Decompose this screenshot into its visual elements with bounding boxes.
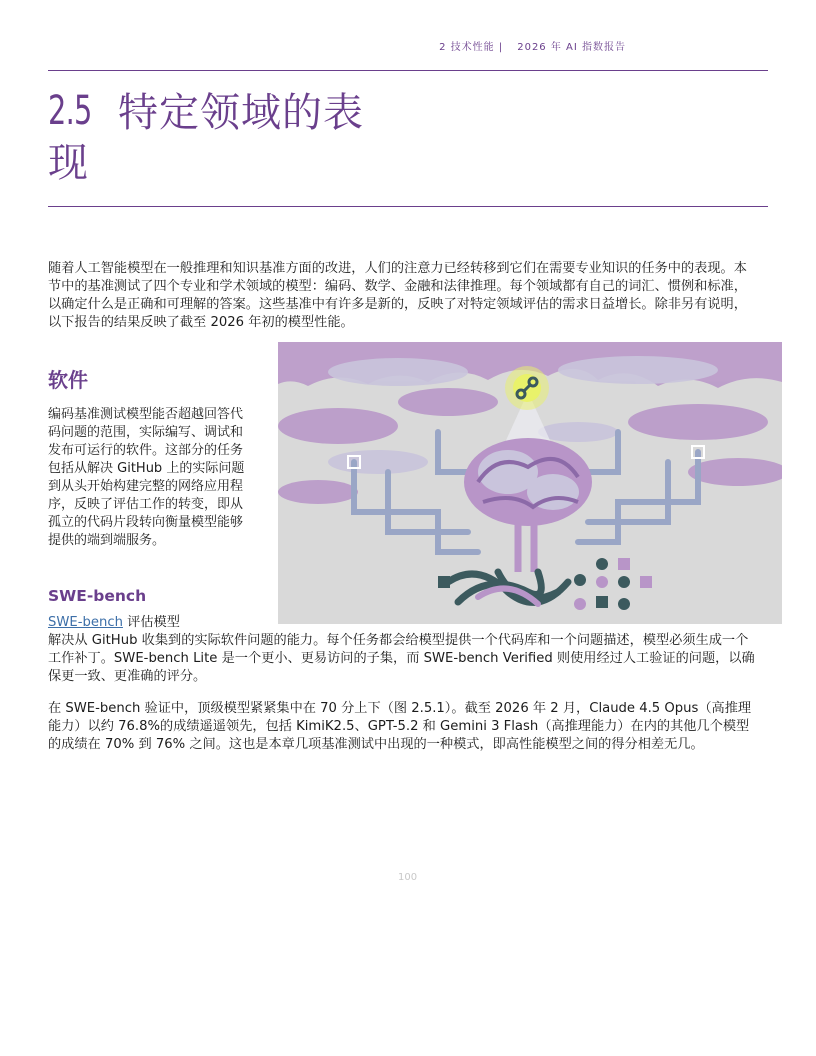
swebench-link[interactable]: SWE-bench bbox=[48, 615, 123, 630]
swebench-paragraph-1: 解决从 GitHub 收集到的实际软件问题的能力。每个任务都会给模型提供一个代码库和一个问题描述，模型必须生成一个工作补丁。SWE-bench Lite 是一个更小、更易访问的子集，而 SWE-bench Verified 则使用经过人工验证的问题，以确保更一致、更准确的评分。 bbox=[48, 633, 755, 684]
section-title: 特定领域的表现 bbox=[48, 90, 364, 186]
intro-paragraph: 随着人工智能模型在一般推理和知识基准方面的改进，人们的注意力已经转移到它们在需要专业知识的任务中的表现。本节中的基准测试了四个专业和学术领域的模型：编码、数学、金融和法律推理。每个领域都有自己的词汇、惯例和标准，以确定什么是正确和可理解的答案。这些基准中有许多是新的，反映了对特定领域评估的需求日益增长。除非另有说明，以下报告的结果反映了截至 2026 年初的模型性能。 bbox=[48, 261, 747, 330]
page-number: 100 bbox=[398, 872, 418, 883]
header-report: 2026 年 AI 指数报告 bbox=[517, 42, 626, 53]
swebench-intro-rest: 评估模型 bbox=[122, 615, 180, 630]
header-section: 2 技术性能 | bbox=[439, 42, 504, 53]
swebench-heading: SWE-bench bbox=[48, 587, 147, 605]
running-header bbox=[439, 38, 626, 53]
software-heading: 软件 bbox=[48, 368, 88, 392]
software-paragraph: 编码基准测试模型能否超越回答代码问题的范围，实际编写、调试和发布可运行的软件。这部分的任务包括从解决 GitHub 上的实际问题到从头开始构建完整的网络应用程序，反映了评估工作的转变，即从孤立的代码片段转向衡量模型能够提供的端到端服务。 bbox=[48, 407, 245, 548]
header-rule bbox=[48, 70, 768, 71]
swebench-paragraph-2: 在 SWE-bench 验证中，顶级模型紧紧集中在 70 分上下（图 2.5.1）。截至 2026 年 2 月，Claude 4.5 Opus（高推理能力）以约 76.8%的成绩遥遥领先，包括 KimiK2.5、GPT-5.2 和 Gemini 3 Flash（高推理能力）在内的其他几个模型的成绩在 70% 到 76% 之间。这也是本章几项基准测试中出现的一种模式，即高性能模型之间的得分相差无几。 bbox=[48, 701, 752, 752]
section-number: 2.5 bbox=[48, 88, 92, 134]
swebench-intro-line bbox=[48, 614, 180, 632]
title-rule bbox=[48, 206, 768, 207]
brain-circuit-illustration bbox=[278, 342, 782, 624]
